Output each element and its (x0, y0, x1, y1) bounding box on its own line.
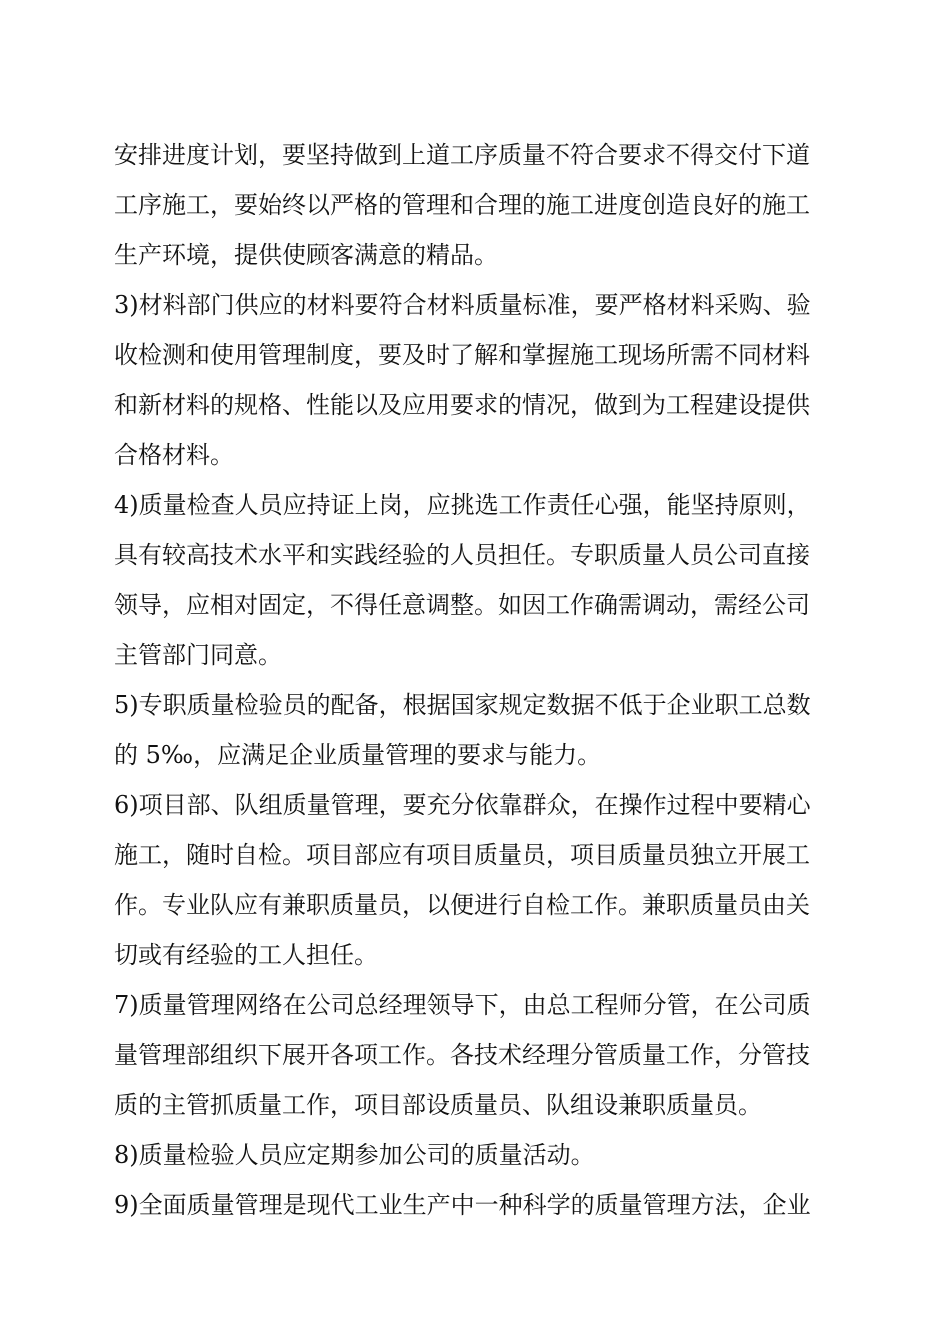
text-line: 和新材料的规格、性能以及应用要求的情况，做到为工程建设提供 (114, 391, 810, 419)
text-line: 主管部门同意。 (114, 641, 282, 669)
text-line: 6)项目部、队组质量管理，要充分依靠群众，在操作过程中要精心 (114, 791, 811, 819)
text-line: 合格材料。 (114, 441, 234, 469)
text-line: 的 5‰，应满足企业质量管理的要求与能力。 (114, 741, 602, 769)
text-line: 具有较高技术水平和实践经验的人员担任。专职质量人员公司直接 (114, 541, 810, 569)
text-line: 9)全面质量管理是现代工业生产中一种科学的质量管理方法，企业 (114, 1191, 811, 1219)
text-line: 切或有经验的工人担任。 (114, 941, 378, 969)
text-line: 作。专业队应有兼职质量员，以便进行自检工作。兼职质量员由关 (114, 891, 810, 919)
text-line: 质的主管抓质量工作，项目部设质量员、队组设兼职质量员。 (114, 1091, 762, 1119)
text-line: 施工，随时自检。项目部应有项目质量员，项目质量员独立开展工 (114, 841, 810, 869)
text-line: 量管理部组织下展开各项工作。各技术经理分管质量工作，分管技 (114, 1041, 810, 1069)
text-line: 收检测和使用管理制度，要及时了解和掌握施工现场所需不同材料 (114, 341, 810, 369)
text-line: 领导，应相对固定，不得任意调整。如因工作确需调动，需经公司 (114, 591, 810, 619)
text-line: 工序施工，要始终以严格的管理和合理的施工进度创造良好的施工 (114, 191, 810, 219)
text-line: 安排进度计划，要坚持做到上道工序质量不符合要求不得交付下道 (114, 141, 810, 169)
text-line: 3)材料部门供应的材料要符合材料质量标准，要严格材料采购、验 (114, 291, 811, 319)
text-line: 5)专职质量检验员的配备，根据国家规定数据不低于企业职工总数 (114, 691, 811, 719)
text-line: 7)质量管理网络在公司总经理领导下，由总工程师分管，在公司质 (114, 991, 811, 1019)
text-line: 8)质量检验人员应定期参加公司的质量活动。 (114, 1141, 595, 1169)
body-text (114, 130, 854, 1230)
text-line: 4)质量检查人员应持证上岗，应挑选工作责任心强，能坚持原则， (114, 491, 811, 519)
text-line: 生产环境，提供使顾客满意的精品。 (114, 241, 498, 269)
